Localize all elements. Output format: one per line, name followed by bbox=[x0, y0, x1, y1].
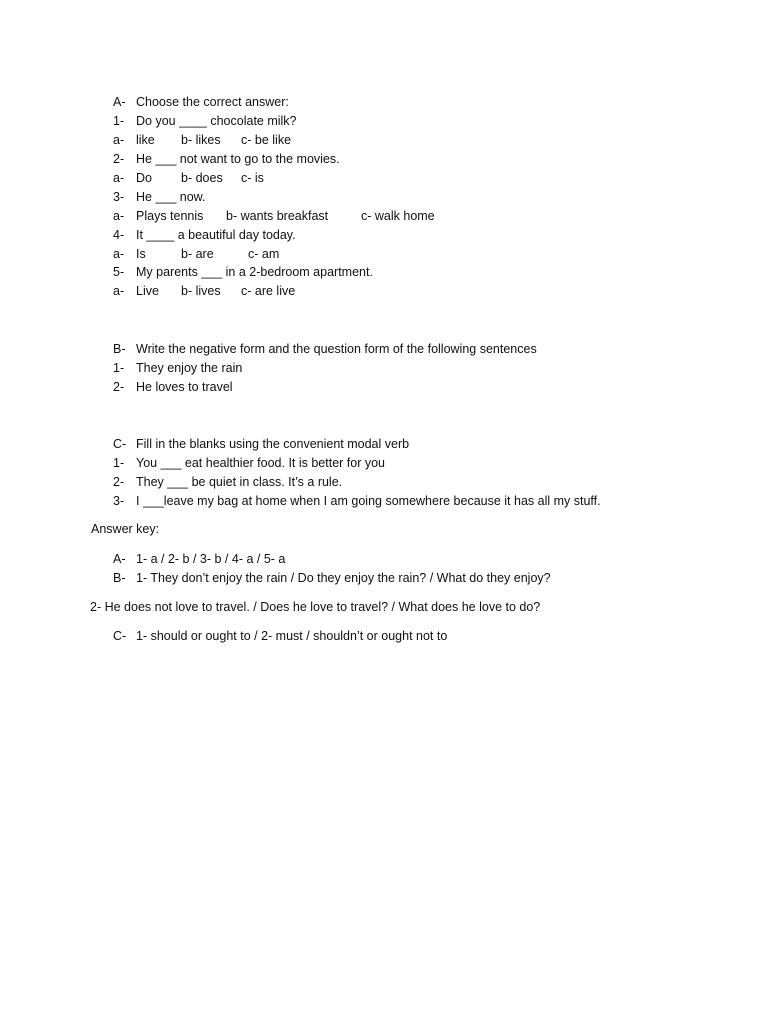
question-4-option-marker: a- bbox=[113, 247, 125, 261]
question-3-text: He ___ now. bbox=[136, 190, 206, 204]
section-b-item-1-text: They enjoy the rain bbox=[136, 361, 243, 375]
answer-c-marker: C- bbox=[113, 629, 127, 643]
answer-a-text: 1- a / 2- b / 3- b / 4- a / 5- a bbox=[136, 552, 286, 566]
question-4-number: 4- bbox=[113, 228, 125, 242]
question-2-option-a: Do bbox=[136, 171, 152, 185]
answer-b-text: 1- They don’t enjoy the rain / Do they enjoy the rain? / What do they enjoy? bbox=[136, 571, 551, 585]
question-5-number: 5- bbox=[113, 265, 125, 279]
question-3-option-marker: a- bbox=[113, 209, 125, 223]
question-2-text: He ___ not want to go to the movies. bbox=[136, 152, 340, 166]
question-3-option-c: c- walk home bbox=[361, 209, 435, 223]
question-2-option-b: b- does bbox=[181, 171, 223, 185]
question-4-option-c: c- am bbox=[248, 247, 280, 261]
question-1-option-a: like bbox=[136, 133, 155, 147]
question-3-option-b: b- wants breakfast bbox=[226, 209, 329, 223]
question-5-text: My parents ___ in a 2-bedroom apartment. bbox=[136, 265, 373, 279]
section-c-item-3-number: 3- bbox=[113, 494, 125, 508]
section-b-marker: B- bbox=[113, 342, 126, 356]
section-c-marker: C- bbox=[113, 437, 127, 451]
question-4-option-a: Is bbox=[136, 247, 146, 261]
question-5-option-a: Live bbox=[136, 284, 159, 298]
section-c-item-3-text: I ___leave my bag at home when I am going somewhere because it has all my stuff. bbox=[136, 494, 601, 508]
question-1-number: 1- bbox=[113, 114, 125, 128]
section-c-item-1-text: You ___ eat healthier food. It is better for you bbox=[136, 456, 386, 470]
question-3-number: 3- bbox=[113, 190, 125, 204]
question-5-option-c: c- are live bbox=[241, 284, 296, 298]
question-4-text: It ____ a beautiful day today. bbox=[136, 228, 296, 242]
question-1-option-c: c- be like bbox=[241, 133, 292, 147]
section-a-marker: A- bbox=[113, 95, 126, 109]
section-b-item-2-number: 2- bbox=[113, 380, 125, 394]
section-c-item-1-number: 1- bbox=[113, 456, 125, 470]
section-b-item-1-number: 1- bbox=[113, 361, 125, 375]
section-c-heading: Fill in the blanks using the convenient modal verb bbox=[136, 437, 410, 451]
question-1-option-b: b- likes bbox=[181, 133, 221, 147]
answer-key-title: Answer key: bbox=[91, 522, 160, 536]
question-2-option-c: c- is bbox=[241, 171, 264, 185]
answer-b-marker: B- bbox=[113, 571, 126, 585]
section-c-item-2-number: 2- bbox=[113, 475, 125, 489]
question-3-option-a: Plays tennis bbox=[136, 209, 204, 223]
answer-a-marker: A- bbox=[113, 552, 126, 566]
question-2-number: 2- bbox=[113, 152, 125, 166]
question-5-option-marker: a- bbox=[113, 284, 125, 298]
question-2-option-marker: a- bbox=[113, 171, 125, 185]
question-1-option-marker: a- bbox=[113, 133, 125, 147]
section-a-heading: Choose the correct answer: bbox=[136, 95, 289, 109]
question-4-option-b: b- are bbox=[181, 247, 214, 261]
section-b-item-2-text: He loves to travel bbox=[136, 380, 233, 394]
section-b-heading: Write the negative form and the question form of the following sentences bbox=[136, 342, 537, 356]
answer-b-line-2: 2- He does not love to travel. / Does he love to travel? / What does he love to do? bbox=[90, 600, 541, 614]
question-1-text: Do you ____ chocolate milk? bbox=[136, 114, 297, 128]
question-5-option-b: b- lives bbox=[181, 284, 221, 298]
answer-c-text: 1- should or ought to / 2- must / shouldn’t or ought not to bbox=[136, 629, 448, 643]
section-c-item-2-text: They ___ be quiet in class. It’s a rule. bbox=[136, 475, 343, 489]
